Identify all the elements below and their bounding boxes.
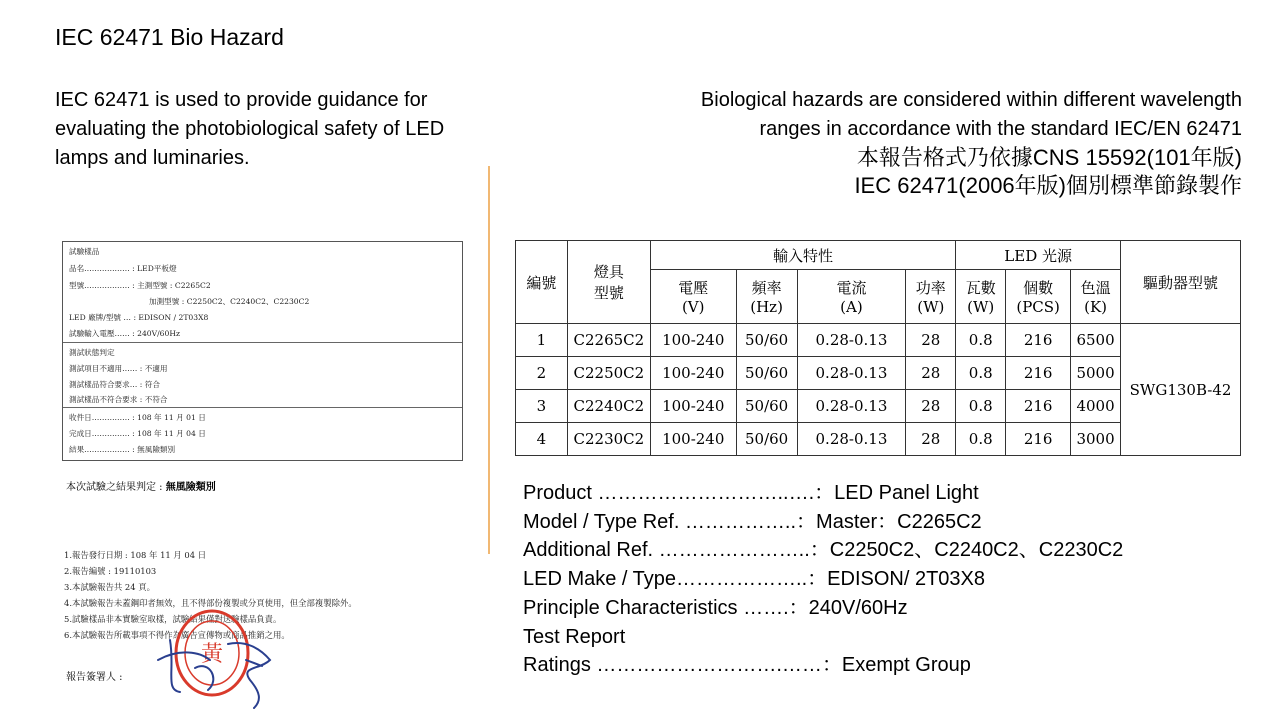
cell-current: 0.28-0.13 <box>797 357 906 390</box>
report-status-section <box>63 343 462 408</box>
cell-voltage: 100-240 <box>650 357 736 390</box>
cell-voltage: 100-240 <box>650 423 736 456</box>
cell-current: 0.28-0.13 <box>797 324 906 357</box>
cell-cct: 6500 <box>1071 324 1121 357</box>
note-item: 6.本試驗報告所載事項不得作為廣告宣傳物或商品推銷之用。 <box>64 630 290 640</box>
cell-no: 2 <box>516 357 568 390</box>
cell-power: 28 <box>906 357 956 390</box>
header-led: LED 光源 <box>956 241 1121 270</box>
report-line: 完成日…………… : 108 年 11 月 04 日 <box>69 429 206 438</box>
report-summary-box <box>62 241 463 461</box>
cell-current: 0.28-0.13 <box>797 390 906 423</box>
spec-product: Product ………………………..….：LED Panel Light <box>523 482 979 504</box>
cell-driver: SWG130B-42 <box>1121 324 1241 456</box>
cell-model: C2250C2 <box>567 357 650 390</box>
hazard-line-4: IEC 62471(2006年版)個別標準節錄製作 <box>854 173 1242 198</box>
intro-text: IEC 62471 is used to provide guidance for evaluating the photobiological safety of LED lamps and luminaries. <box>55 89 445 169</box>
table-row <box>516 324 1241 357</box>
cell-no: 4 <box>516 423 568 456</box>
report-line: 測試項目不適用…… : 不適用 <box>69 364 168 373</box>
cell-cct: 5000 <box>1071 357 1121 390</box>
header-count: 個數 (PCS) <box>1006 270 1071 324</box>
hazard-description <box>602 86 1242 200</box>
spec-additional: Additional Ref. …………………..：C2250C2、C2240C2、C2230C2 <box>523 539 1124 562</box>
header-power: 功率 (W) <box>906 270 956 324</box>
cell-freq: 50/60 <box>736 423 797 456</box>
report-line: 測試狀態判定 <box>69 348 115 357</box>
cell-power: 28 <box>906 390 956 423</box>
vertical-divider <box>488 166 490 554</box>
cell-no: 3 <box>516 390 568 423</box>
report-line: LED 廠牌/型號 … : EDISON / 2T03X8 <box>69 313 209 322</box>
hazard-line-1: Biological hazards are considered within different wavelength <box>700 89 1242 111</box>
header-driver: 驅動器型號 <box>1121 241 1241 324</box>
cell-cct: 3000 <box>1071 423 1121 456</box>
report-line: 測試樣品符合要求… : 符合 <box>69 380 160 389</box>
header-watt: 瓦數 (W) <box>956 270 1006 324</box>
spec-table <box>515 240 1241 456</box>
spec-led-make: LED Make / Type………………..：EDISON/ 2T03X8 <box>523 568 985 591</box>
header-model: 燈具 型號 <box>567 241 650 324</box>
cell-watt: 0.8 <box>956 423 1006 456</box>
note-item: 2.報告編號 : 19110103 <box>64 566 157 576</box>
cell-model: C2230C2 <box>567 423 650 456</box>
spec-characteristics: Principle Characteristics …….：240V/60Hz <box>523 596 908 619</box>
note-item: 4.本試驗報告未蓋鋼印者無效，且不得部份複製或分頁使用，但全部複製除外。 <box>64 598 357 608</box>
cell-voltage: 100-240 <box>650 324 736 357</box>
cell-current: 0.28-0.13 <box>797 423 906 456</box>
cell-count: 216 <box>1006 324 1071 357</box>
cell-freq: 50/60 <box>736 324 797 357</box>
note-item: 3.本試驗報告共 24 頁。 <box>64 582 155 592</box>
report-line: 品名……………… : LED平板燈 <box>69 264 177 273</box>
report-line: 加測型號 : C2250C2、C2240C2、C2230C2 <box>149 297 310 306</box>
cell-voltage: 100-240 <box>650 390 736 423</box>
cell-watt: 0.8 <box>956 357 1006 390</box>
slide-title: IEC 62471 Bio Hazard <box>55 24 284 50</box>
cell-freq: 50/60 <box>736 390 797 423</box>
spec-test-report: Test Report <box>523 625 626 648</box>
header-cct: 色溫 (K) <box>1071 270 1121 324</box>
result-value: 無風險類別 <box>165 482 216 493</box>
hazard-line-2: ranges in accordance with the standard IEC/EN 62471 <box>759 118 1242 140</box>
product-spec-list <box>523 479 1123 680</box>
report-line: 收件日…………… : 108 年 11 月 01 日 <box>69 413 206 422</box>
result-label: 本次試驗之結果判定 : <box>66 482 166 493</box>
header-current: 電流 (A) <box>797 270 906 324</box>
report-line: 型號……………… : 主測型號 : C2265C2 <box>69 281 211 290</box>
report-dates-section <box>63 408 462 460</box>
header-no: 編號 <box>516 241 568 324</box>
header-freq: 頻率 (Hz) <box>736 270 797 324</box>
result-judgement <box>66 478 216 493</box>
spec-ratings: Ratings ……………………….……：Exempt Group <box>523 654 971 677</box>
cell-count: 216 <box>1006 390 1071 423</box>
report-line: 測試樣品不符合要求 : 不符合 <box>69 395 168 404</box>
cell-count: 216 <box>1006 357 1071 390</box>
cell-power: 28 <box>906 324 956 357</box>
cell-power: 28 <box>906 423 956 456</box>
cell-count: 216 <box>1006 423 1071 456</box>
cell-model: C2240C2 <box>567 390 650 423</box>
cell-freq: 50/60 <box>736 357 797 390</box>
cell-model: C2265C2 <box>567 324 650 357</box>
hazard-line-3: 本報告格式乃依據CNS 15592(101年版) <box>856 145 1242 170</box>
signer-label: 報告簽署人 : <box>66 672 123 683</box>
cell-cct: 4000 <box>1071 390 1121 423</box>
seal-text: 黃 <box>200 642 224 667</box>
note-item: 1.報告發行日期 : 108 年 11 月 04 日 <box>64 550 207 560</box>
handwritten-signature <box>150 630 290 710</box>
note-item: 5.試驗樣品非本實驗室取樣，試驗結果僅對送驗樣品負責。 <box>64 614 282 624</box>
report-sample-section <box>63 242 462 343</box>
report-line: 試驗樣品 <box>69 247 100 256</box>
cell-watt: 0.8 <box>956 390 1006 423</box>
spec-model: Model / Type Ref. ……………..：Master：C2265C2 <box>523 510 982 533</box>
report-line: 結果……………… : 無風險類別 <box>69 445 176 454</box>
report-line: 試驗輸入電壓…… : 240V/60Hz <box>69 329 180 338</box>
cell-watt: 0.8 <box>956 324 1006 357</box>
header-input: 輸入特性 <box>650 241 955 270</box>
table-header-row <box>516 241 1241 270</box>
header-voltage: 電壓 (V) <box>650 270 736 324</box>
cell-no: 1 <box>516 324 568 357</box>
